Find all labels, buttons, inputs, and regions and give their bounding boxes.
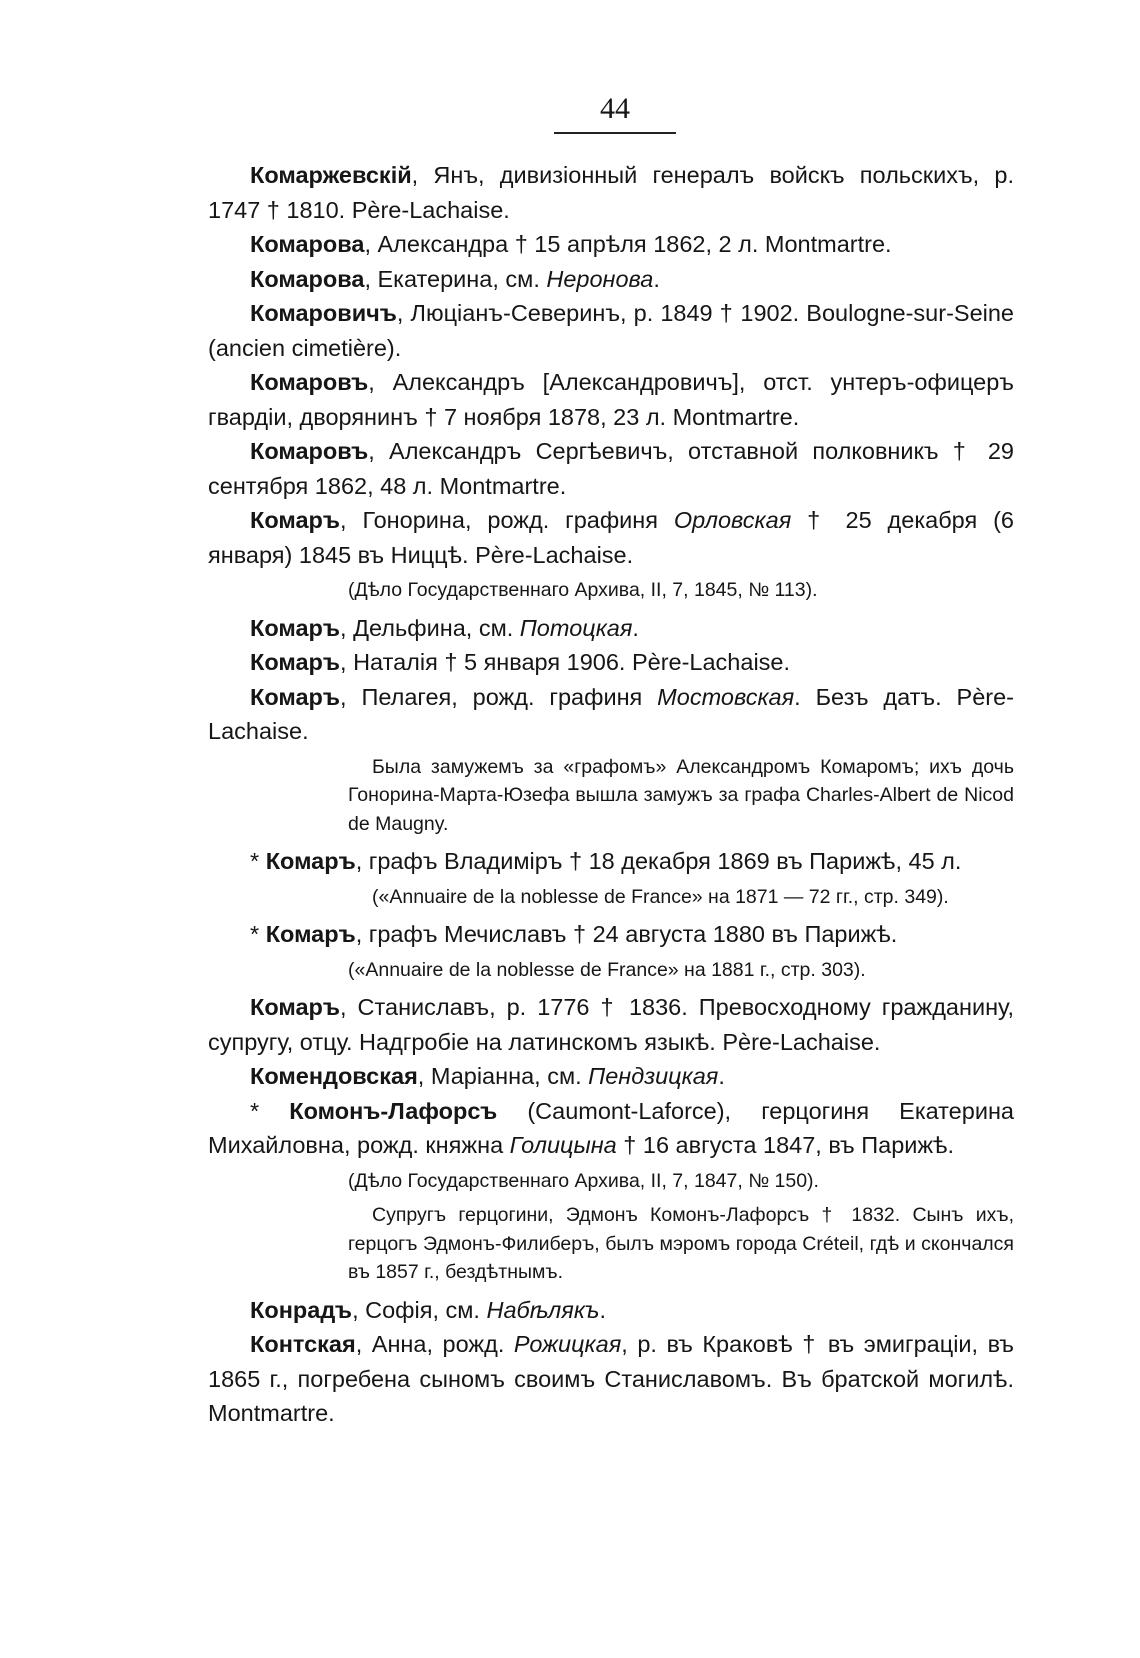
entry: Комаровъ, Александръ Сергѣевичъ, отставной полковникъ † 29 сентября 1862, 48 л. Montmartre. — [208, 438, 1014, 499]
footnote: Была замужемъ за «графомъ» Александромъ Комаромъ; ихъ дочь Гонорина-Марта-Юзефа вышла замужъ за графа Charles-Albert de Nicod de Maugny. — [348, 755, 1014, 835]
entry: Комарова, Александра † 15 апрѣля 1862, 2 л. Montmartre. — [250, 231, 892, 257]
entry-head: Комаръ — [265, 921, 356, 947]
footnote: Супругъ герцогини, Эдмонъ Комонъ-Лафорсъ † 1832. Сынъ ихъ, герцогъ Эдмонъ-Филиберъ, былъ мэромъ города Créteil, гдѣ и скончался въ 1857 г., бездѣтнымъ. — [348, 1204, 1014, 1283]
entry: Комаръ, Гонорина, рожд. графиня Орловская † 25 декабря (6 января) 1845 въ Ниццѣ. Père-Lachaise. — [208, 507, 1014, 568]
entry-head: Комаръ — [250, 614, 341, 641]
entry: Конрадъ, Софія, см. Набѣлякъ. — [250, 1296, 607, 1323]
footnote: (Дѣло Государственнаго Архива, II, 7, 1847, № 150). — [348, 1169, 819, 1192]
entry: Комаровичъ, Люціанъ-Северинъ, р. 1849 † 1902. Boulogne-sur-Seine (ancien cimetière). — [208, 300, 1014, 361]
entry: Комендовская, Маріанна, см. Пендзицкая. — [250, 1063, 725, 1089]
entry-head: Комаръ — [250, 994, 341, 1020]
entry: Комаржевскій, Янъ, дивизіонный генералъ войскъ польскихъ, р. 1747 † 1810. Père-Lachaise. — [208, 162, 1014, 223]
entry-head: Комаровичъ — [250, 300, 397, 326]
page-number: 44 — [600, 92, 630, 125]
footnote: («Annuaire de la noblesse de France» на 1871 — 72 гг., стр. 349). — [372, 885, 949, 908]
entry-head: Комаржевскій — [250, 162, 412, 188]
entry-head: Комендовская — [250, 1063, 418, 1089]
entry: Комаръ, Дельфина, см. Потоцкая. — [250, 614, 639, 641]
entry-head: Конрадъ — [250, 1296, 353, 1323]
entry-head: Комаровъ — [250, 369, 369, 395]
entry-head: Контская — [250, 1331, 356, 1357]
text-body — [208, 158, 1014, 1431]
entry: Контская, Анна, рожд. Рожицкая, р. въ Краковѣ † въ эмиграціи, въ 1865 г., погребена сыномъ своимъ Станиславомъ. Въ братской могилѣ. Montmartre. — [208, 1331, 1014, 1426]
entry-head: Комарова — [250, 231, 365, 257]
entry-head: Комаръ — [265, 848, 356, 874]
entry: Комарова, Екатерина, см. Неронова. — [250, 265, 660, 292]
entry: * Комаръ, графъ Владиміръ † 18 декабря 1869 въ Парижѣ, 45 л. — [250, 848, 962, 874]
entry: Комаровъ, Александръ [Александровичъ], отст. унтеръ-офицеръ гвардіи, дворянинъ † 7 ноября 1878, 23 л. Montmartre. — [208, 369, 1014, 430]
footnote: (Дѣло Государственнаго Архива, II, 7, 1845, № 113). — [348, 579, 818, 601]
entry-head: Комарова — [250, 265, 365, 292]
entry-head: Комонъ-Лафорсъ — [289, 1097, 498, 1124]
page-number-rule — [554, 132, 676, 134]
entry-head: Комаръ — [250, 683, 341, 710]
footnote: («Annuaire de la noblesse de France» на 1881 г., стр. 303). — [348, 958, 866, 981]
entry: Комаръ, Пелагея, рожд. графиня Мостовская. Безъ датъ. Père-Lachaise. — [208, 683, 1014, 744]
entry: * Комаръ, графъ Мечиславъ † 24 августа 1880 въ Парижѣ. — [250, 921, 898, 947]
entry: * Комонъ-Лафорсъ (Caumont-Laforce), герцогиня Екатерина Михайловна, рожд. княжна Голицына † 16 августа 1847, въ Парижѣ. — [208, 1097, 1014, 1158]
entry: Комаръ, Станиславъ, р. 1776 † 1836. Превосходному гражданину, супругу, отцу. Надгробіе на латинскомъ языкѣ. Père-Lachaise. — [208, 994, 1014, 1055]
entry-head: Комаръ — [250, 649, 341, 675]
entry-head: Комаръ — [250, 507, 341, 533]
entry-head: Комаровъ — [250, 438, 369, 464]
entry: Комаръ, Наталія † 5 января 1906. Père-Lachaise. — [250, 649, 791, 675]
